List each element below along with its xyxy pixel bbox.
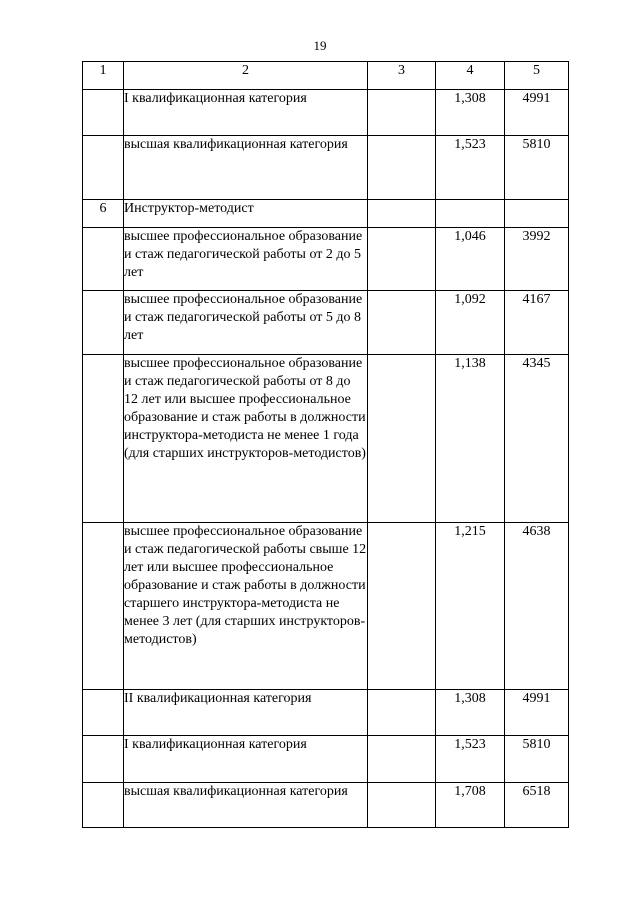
row-salary: 4991 [505,690,569,736]
row-col-3 [368,523,436,690]
row-col-3 [368,200,436,228]
row-number: 6 [83,200,124,228]
row-salary: 5810 [505,736,569,783]
row-salary: 4345 [505,355,569,523]
row-col-3 [368,228,436,291]
salary-table [82,61,569,828]
row-coefficient [436,200,505,228]
row-description: II квалификационная категория [124,690,368,736]
row-description: высшее профессиональное образование и стаж педагогической работы свыше 12 лет или высшее профессиональное образование и стаж работы в должности старшего инструктора-методиста не менее 3 лет (для старших инструкторов-методистов) [124,523,368,690]
row-number [83,736,124,783]
table-row [83,523,569,690]
row-number [83,228,124,291]
row-col-3 [368,90,436,136]
row-description: Инструктор-методист [124,200,368,228]
row-number [83,523,124,690]
row-description: высшее профессиональное образование и стаж педагогической работы от 8 до 12 лет или высшее профессиональное образование и стаж работы в должности инструктора-методиста не менее 1 года (для старших инструкторов-методистов) [124,355,368,523]
row-description: высшая квалификационная категория [124,136,368,200]
row-number [83,783,124,828]
row-description: высшая квалификационная категория [124,783,368,828]
row-salary: 6518 [505,783,569,828]
page-number: 19 [313,38,327,53]
row-number [83,136,124,200]
row-col-3 [368,736,436,783]
table-row [83,355,569,523]
row-coefficient: 1,308 [436,690,505,736]
row-salary: 5810 [505,136,569,200]
table-row [83,200,569,228]
row-col-3 [368,291,436,355]
row-description: высшее профессиональное образование и стаж педагогической работы от 2 до 5 лет [124,228,368,291]
row-coefficient: 1,523 [436,736,505,783]
header-col-2: 2 [124,62,368,90]
row-salary: 4167 [505,291,569,355]
header-col-5: 5 [505,62,569,90]
row-coefficient: 1,708 [436,783,505,828]
row-col-3 [368,783,436,828]
row-number [83,690,124,736]
row-number [83,90,124,136]
row-number [83,291,124,355]
row-col-3 [368,690,436,736]
row-description: I квалификационная категория [124,90,368,136]
row-salary [505,200,569,228]
row-number [83,355,124,523]
header-col-4: 4 [436,62,505,90]
row-coefficient: 1,215 [436,523,505,690]
table-row [83,690,569,736]
header-col-1: 1 [83,62,124,90]
row-col-3 [368,136,436,200]
row-coefficient: 1,046 [436,228,505,291]
header-col-3: 3 [368,62,436,90]
row-description: I квалификационная категория [124,736,368,783]
row-description: высшее профессиональное образование и стаж педагогической работы от 5 до 8 лет [124,291,368,355]
row-coefficient: 1,308 [436,90,505,136]
table-row [83,136,569,200]
row-salary: 4638 [505,523,569,690]
table-row [83,783,569,828]
table-row [83,90,569,136]
table-header-row [83,62,569,90]
row-salary: 3992 [505,228,569,291]
row-coefficient: 1,092 [436,291,505,355]
row-coefficient: 1,523 [436,136,505,200]
row-salary: 4991 [505,90,569,136]
row-col-3 [368,355,436,523]
row-coefficient: 1,138 [436,355,505,523]
table-row [83,291,569,355]
table-row [83,736,569,783]
table-row [83,228,569,291]
